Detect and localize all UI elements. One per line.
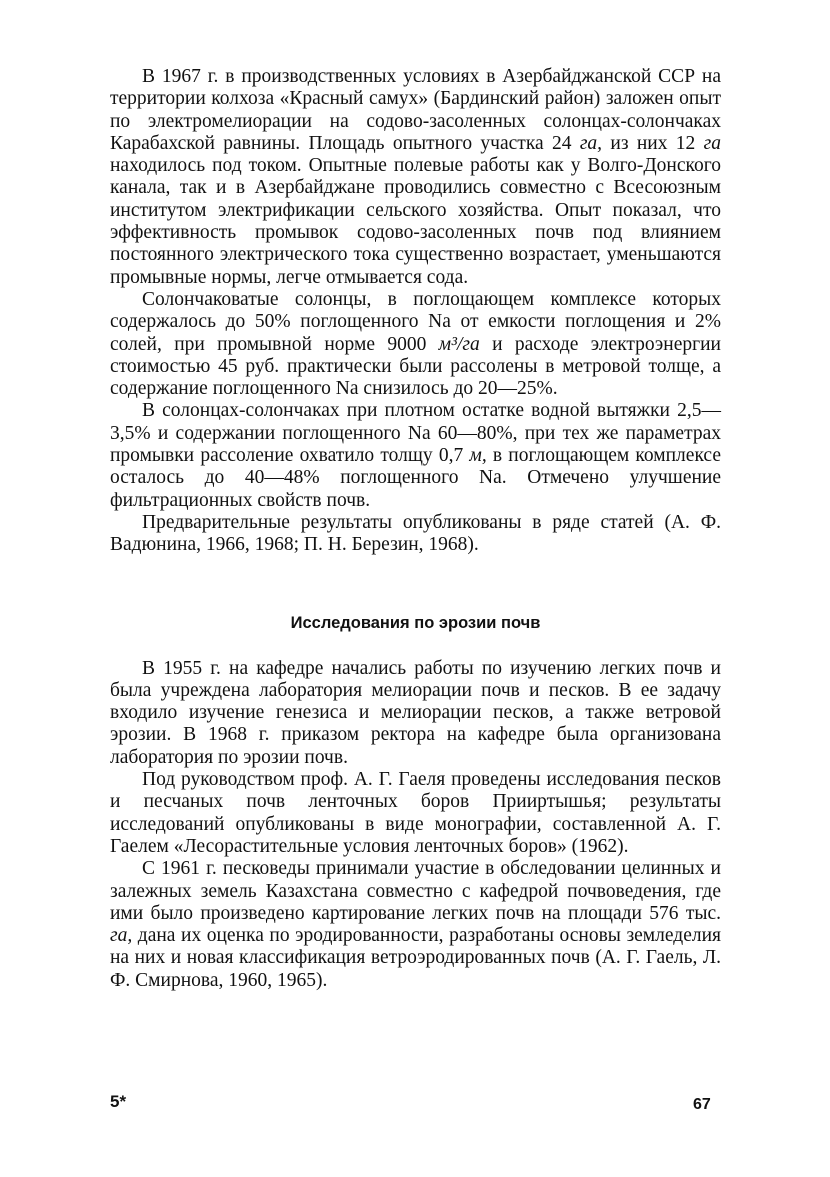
text-run: С 1961 г. песковеды принимали участие в обследовании целинных и залежных земель Казахстана совместно с кафедрой почвоведения, где ими было произведено картирование легких почв на площади 576 тыс. [110, 858, 721, 924]
text-run: находилось под током. Опытные полевые работы как у Волго-Донского канала, так и в Азербайджане проводились совместно с Всесоюзным институтом электрификации сельского хозяйства. Опыт показал, что эффективность промывок содово-засоленных почв под влиянием постоянного электрического тока существенно возрастает, уменьшаются промывные нормы, легче отмывается сода. [110, 155, 721, 288]
page-number: 67 [693, 1096, 711, 1113]
paragraph-preliminary-results [110, 512, 721, 557]
paragraph-electromelioration-azerbaijan [110, 66, 721, 289]
paragraph-gael-research [110, 769, 721, 858]
text-run: В 1955 г. на кафедре начались работы по изучению легких почв и была учреждена лаборатория мелиорации почв и песков. В ее задачу входило изучение генезиса и мелиорации песков, а также ветровой эрозии. В 1968 г. приказом ректора на кафедре была организована лаборатория по эрозии почв. [110, 657, 721, 768]
paragraph-solonetz-solonchak [110, 400, 721, 511]
paragraph-erosion-lab-founding [110, 658, 721, 769]
unit-ha: га, [110, 925, 133, 947]
text-run: Предварительные результаты опубликованы в ряде статей (А. Ф. Вадюнина, 1966, 1968; П. Н. Березин, 1968). [110, 511, 721, 556]
text-run: Солончаковатые солонцы, в поглощающем комплексе которых содержалось до 50% поглощенного Na от емкости поглощения и 2% солей, при промывной норме 9000 [110, 288, 721, 355]
text-run: дана их оценка по эродированности, разработаны основы земледелия на них и новая классификация ветроэродированных почв (А. Г. Гаель, Л. Ф. Смирнова, 1960, 1965). [110, 925, 721, 991]
section-heading: Исследования по эрозии почв [290, 613, 541, 632]
unit-ha: га, [579, 132, 603, 154]
text-run: в поглощающем комплексе осталось до 40—48% поглощенного Na. Отмечено улучшение фильтрационных свойств почв. [110, 445, 721, 511]
text-run: из них 12 [602, 132, 704, 154]
document-page [110, 66, 721, 992]
text-run: и расходе электроэнергии стоимостью 45 руб. практически были рассолены в метровой толще, а содержание поглощенного Na снизилось до 20—25%. [110, 333, 721, 400]
unit-ha: га [703, 132, 721, 154]
signature-mark: 5* [110, 1092, 127, 1111]
unit-m: м, [469, 445, 487, 467]
text-run: В 1967 г. в производственных условиях в Азербайджанской ССР на территории колхоза «Красный самух» (Бардинский район) заложен опыт по электромелиорации на содово-засоленных солонцах-солончаках Карабахской равнины. Площадь опытного участка 24 [110, 66, 721, 154]
unit-m3-per-ha: м³/га [438, 333, 480, 355]
text-run: Под руководством проф. А. Г. Гаеля проведены исследования песков и песчаных почв ленточных боров Прииртышья; результаты исследований опубликованы в виде монографии, составленной А. Г. Гаелем «Лесорастительные условия ленточных боров» (1962). [110, 769, 721, 857]
text-run: В солонцах-солончаках при плотном остатке водной вытяжки 2,5—3,5% и содержании поглощенного Na 60—80%, при тех же параметрах промывки рассоление охватило толщу 0,7 [110, 400, 721, 467]
paragraph-solonchak-solonetz [110, 289, 721, 400]
paragraph-kazakhstan-survey [110, 858, 721, 992]
